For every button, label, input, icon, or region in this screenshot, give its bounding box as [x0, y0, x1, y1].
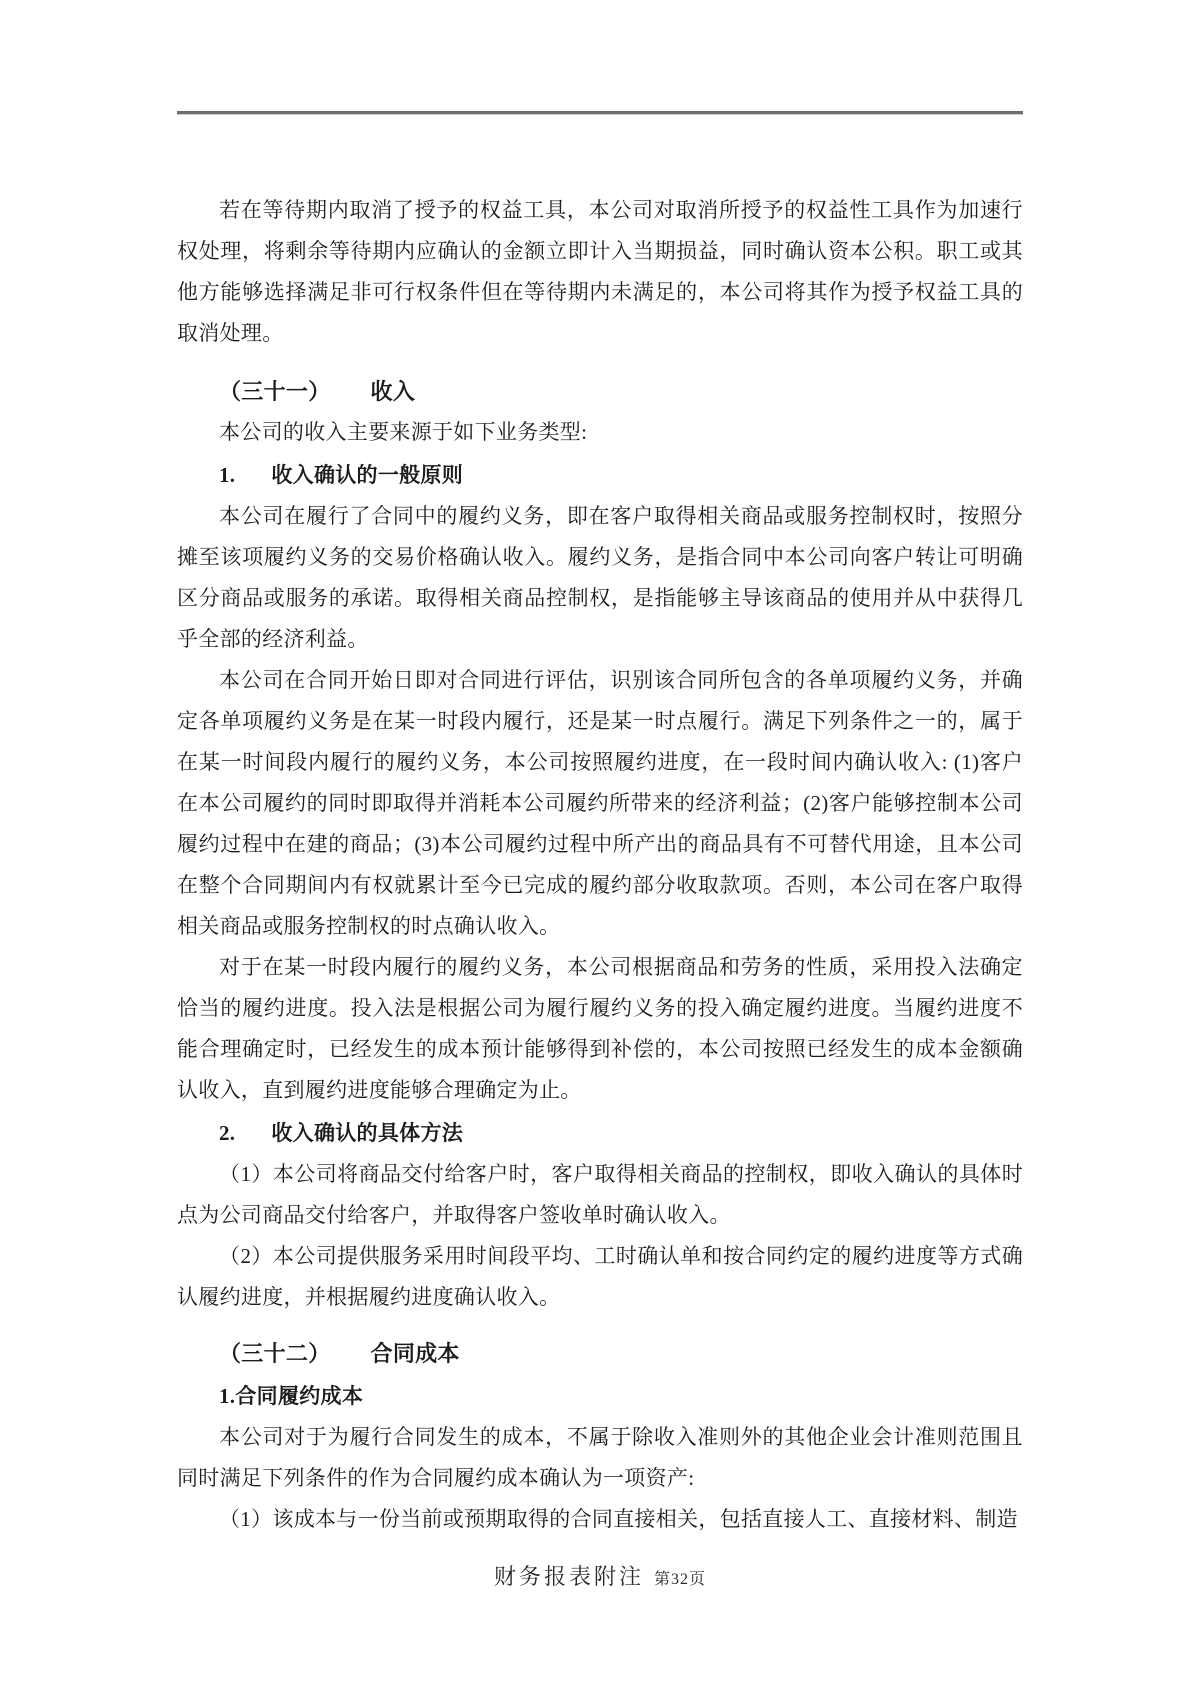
paragraph-cost-condition-1: （1）该成本与一份当前或预期取得的合同直接相关，包括直接人工、直接材料、制造 — [219, 1507, 1018, 1531]
section-title: 合同成本 — [370, 1341, 460, 1366]
paragraph-performance-obligation: 本公司在履行了合同中的履约义务，即在客户取得相关商品或服务控制权时，按照分摊至该项履约义务的交易价格确认收入。履约义务，是指合同中本公司向客户转让可明确区分商品或服务的承诺。取得相关商品控制权，是指能够主导该商品的使用并从中获得几乎全部的经济利益。 — [177, 504, 1023, 651]
sub-heading-number: 1. — [219, 463, 236, 487]
document-body — [177, 190, 1023, 1540]
paragraph-method-services: （2）本公司提供服务采用时间段平均、工时确认单和按合同约定的履约进度等方式确认履约进度，并根据履约进度确认收入。 — [177, 1244, 1023, 1309]
footer-title: 财务报表附注 — [493, 1564, 644, 1589]
section-number: （三十二） — [219, 1341, 331, 1366]
paragraph-cost-recognition-conditions: 本公司对于为履行合同发生的成本，不属于除收入准则外的其他企业会计准则范围且同时满足下列条件的作为合同履约成本确认为一项资产: — [177, 1425, 1023, 1490]
paragraph-method-goods-delivery: （1）本公司将商品交付给客户时，客户取得相关商品的控制权，即收入确认的具体时点为公司商品交付给客户，并取得客户签收单时确认收入。 — [177, 1162, 1023, 1227]
section-heading-31 — [177, 371, 1023, 412]
paragraph-contract-assessment: 本公司在合同开始日即对合同进行评估，识别该合同所包含的各单项履约义务，并确定各单项履约义务是在某一时段内履行，还是某一时点履行。满足下列条件之一的，属于在某一时间段内履行的履约义务，本公司按照履约进度，在一段时间内确认收入: (1)客户在本公司履约的同时即取得并消耗本公司履约所带来的经济利益；(2)客户能够控制本公司履约过程中在建的商品；(3)本公司履约过程中所产出的商品具有不可替代用途，且本公司在整个合同期间内有权就累计至今已完成的履约部分收取款项。否则，本公司在客户取得相关商品或服务控制权的时点确认收入。 — [177, 668, 1023, 938]
sub-heading-number: 2. — [219, 1121, 236, 1145]
footer-page-number: 第32页 — [654, 1571, 707, 1588]
sub-heading-title: 收入确认的一般原则 — [271, 463, 464, 487]
page-footer — [0, 1560, 1200, 1591]
paragraph-input-method: 对于在某一时段内履行的履约义务，本公司根据商品和劳务的性质，采用投入法确定恰当的履约进度。投入法是根据公司为履行履约义务的投入确定履约进度。当履约进度不能合理确定时，已经发生的成本预计能够得到补偿的，本公司按照已经发生的成本金额确认收入，直到履约进度能够合理确定为止。 — [177, 955, 1023, 1102]
sub-heading-general-principles — [177, 455, 1023, 496]
section-title: 收入 — [370, 379, 416, 404]
paragraph-revenue-sources: 本公司的收入主要来源于如下业务类型: — [219, 420, 588, 444]
section-heading-32 — [177, 1333, 1023, 1374]
sub-heading-contract-fulfillment-cost: 1.合同履约成本 — [219, 1384, 364, 1408]
paragraph-vesting-cancellation: 若在等待期内取消了授予的权益工具，本公司对取消所授予的权益性工具作为加速行权处理，将剩余等待期内应确认的金额立即计入当期损益，同时确认资本公积。职工或其他方能够选择满足非可行权条件但在等待期内未满足的，本公司将其作为授予权益工具的取消处理。 — [177, 198, 1023, 345]
sub-heading-specific-methods — [177, 1113, 1023, 1154]
sub-heading-title: 收入确认的具体方法 — [271, 1121, 464, 1145]
header-rule — [177, 111, 1023, 115]
section-number: （三十一） — [219, 379, 331, 404]
